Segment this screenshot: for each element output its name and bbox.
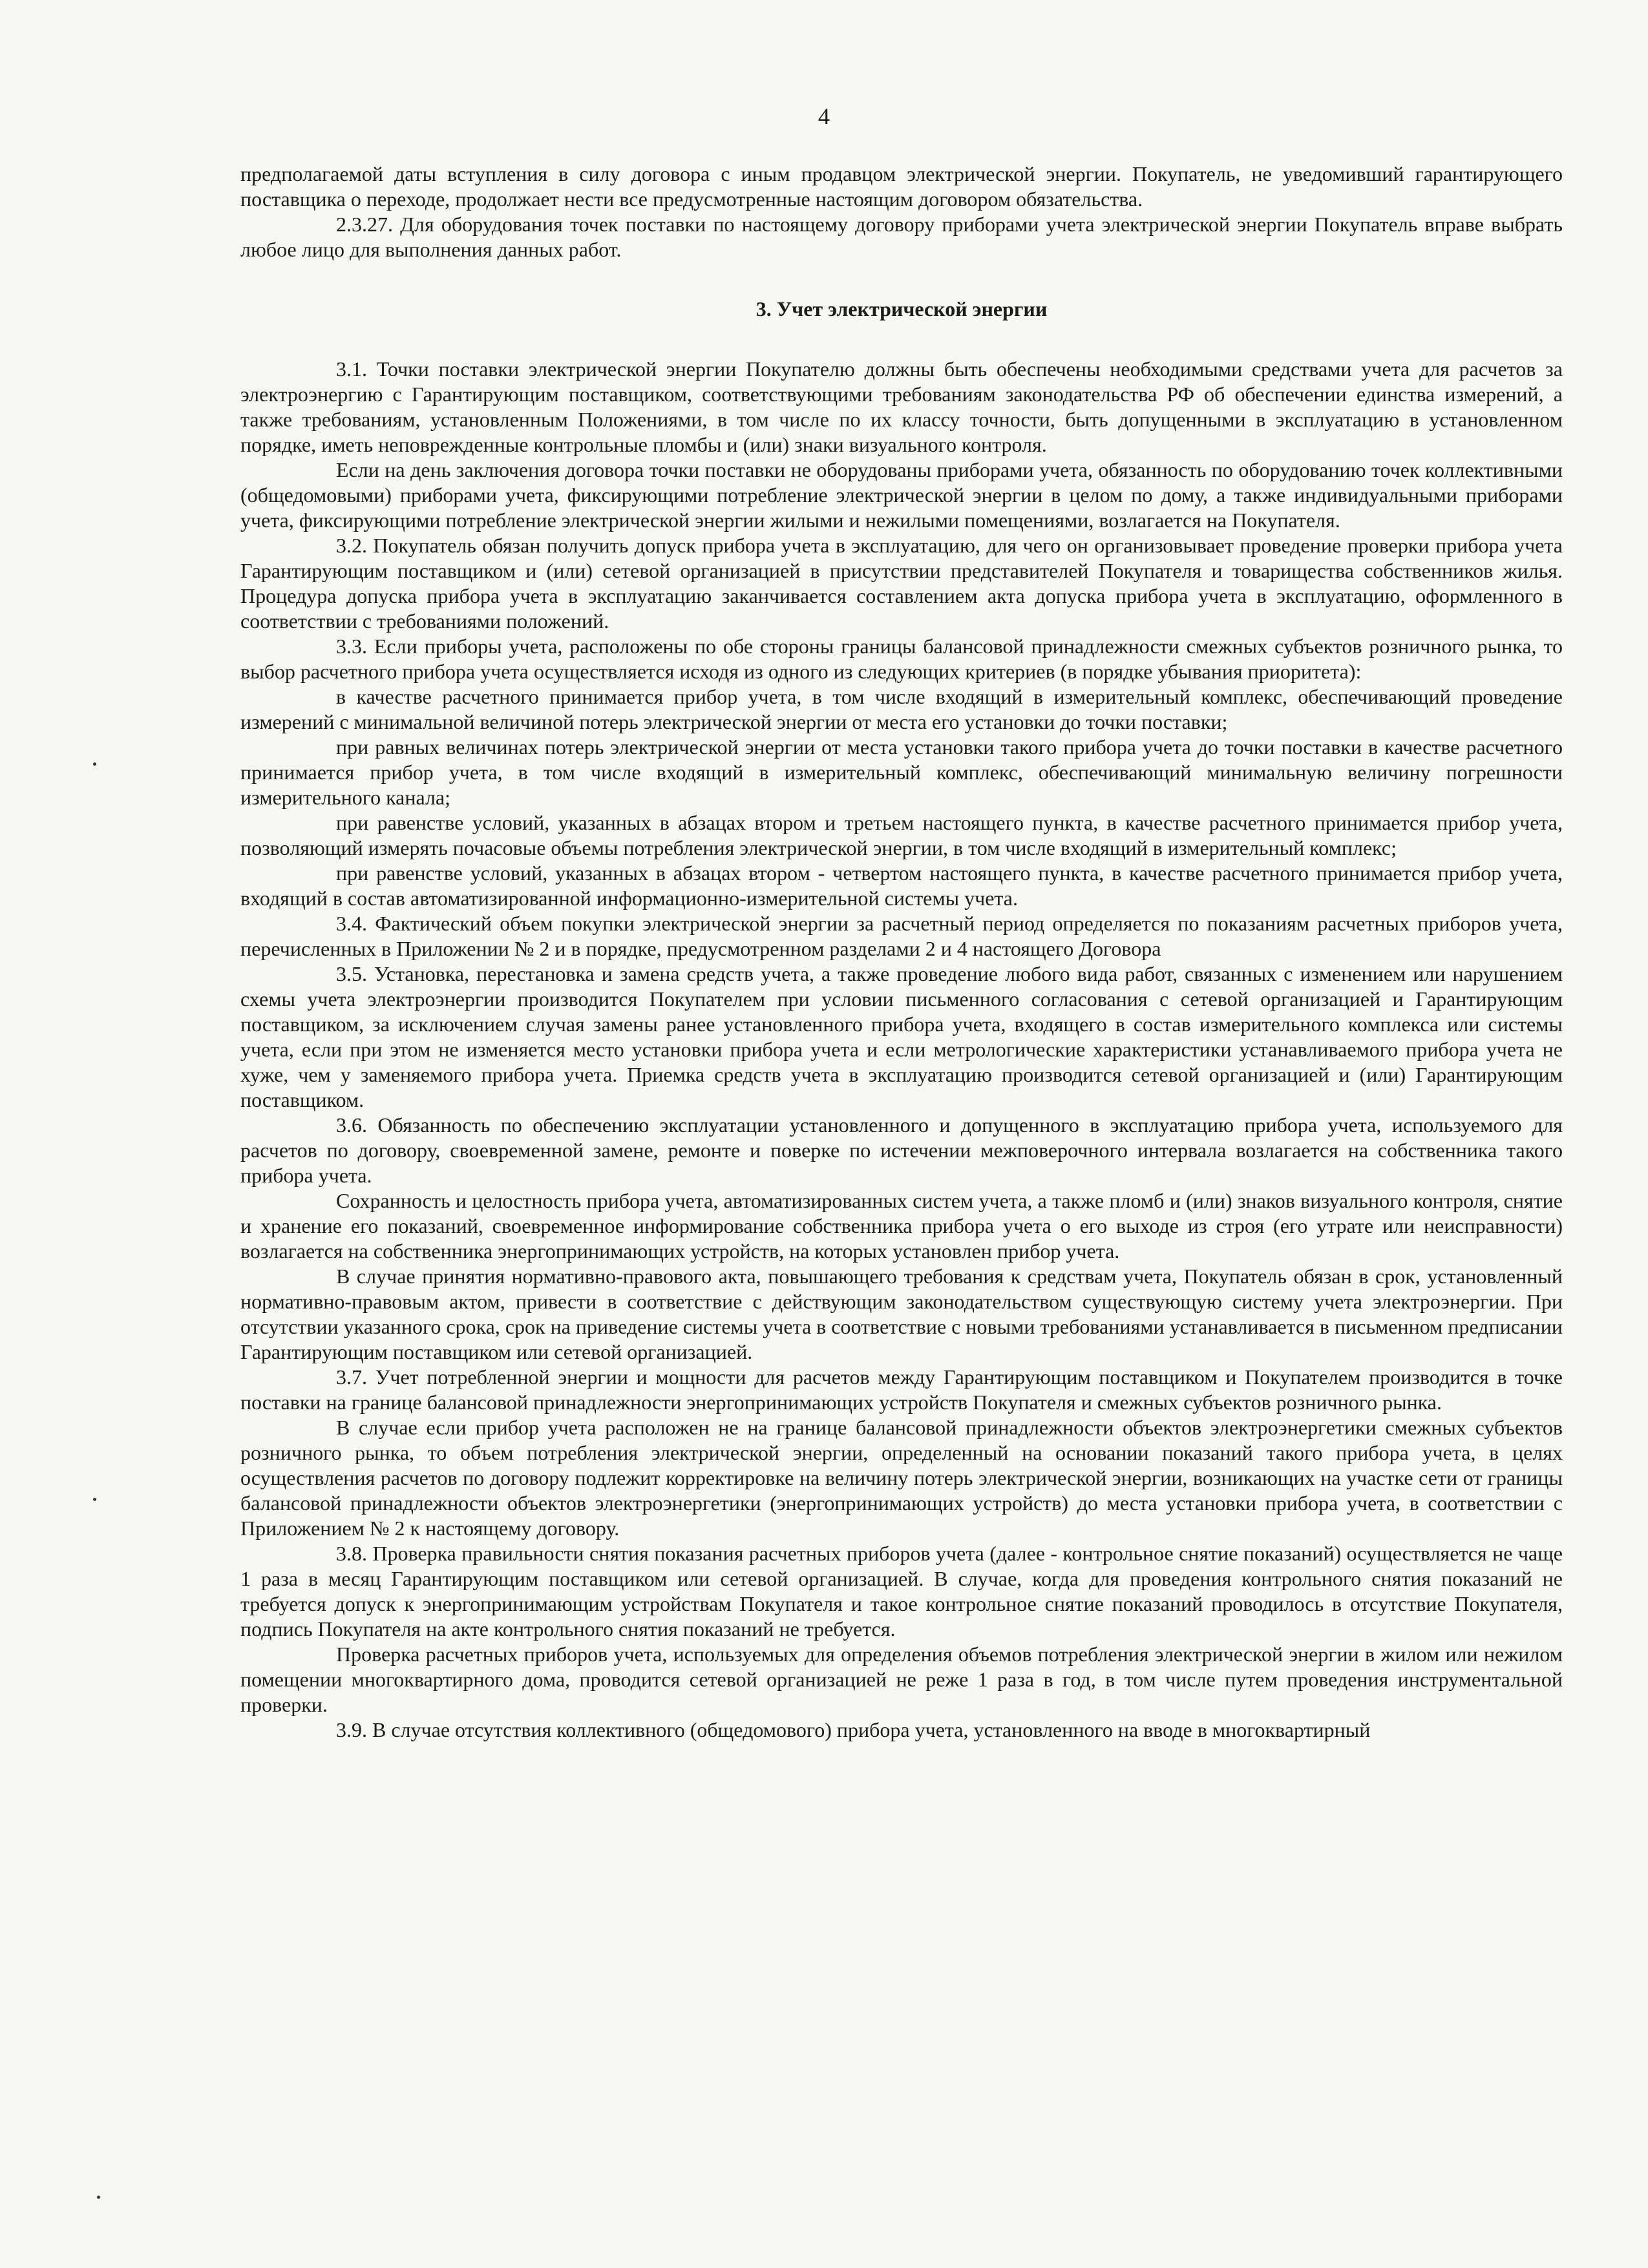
paragraph-3-4: 3.4. Фактический объем покупки электрической энергии за расчетный период определяется по показаниям расчетных приборов учета, перечисленных в Приложении № 2 и в порядке, предусмотренном разделами 2 и 4 настоящего Договора xyxy=(240,912,1563,960)
paragraph-3-9: 3.9. В случае отсутствия коллективного (общедомового) прибора учета, установленного на вводе в многоквартирный xyxy=(336,1718,1371,1741)
document-body xyxy=(240,162,1563,1743)
scan-speck xyxy=(97,2196,100,2199)
scan-speck xyxy=(93,1498,96,1501)
paragraph-3-3-criterion-2: при равных величинах потерь электрической энергии от места установки такого прибора учета до точки поставки в качестве расчетного принимается прибор учета, в том числе входящий в измерительный комплекс, обеспечивающий минимальную величину погрешности измерительного канала; xyxy=(240,735,1563,809)
paragraph-3-7-b: В случае если прибор учета расположен не на границе балансовой принадлежности объектов электроэнергетики смежных субъектов розничного рынка, то объем потребления электрической энергии, определенный на основании показаний такого прибора учета, в целях осуществления расчетов по договору подлежит корректировке на величину потерь электрической энергии, возникающих на участке сети от границы балансовой принадлежности объектов электроэнергетики (энергопринимающих устройств) до места установки прибора учета, в соответствии с Приложением № 2 к настоящему договору. xyxy=(240,1416,1563,1540)
paragraph-3-1-b: Если на день заключения договора точки поставки не оборудованы приборами учета, обязанность по оборудованию точек коллективными (общедомовыми) приборами учета, фиксирующими потребление электрической энергии в целом по дому, а также индивидуальными приборами учета, фиксирующими потребление электрической энергии жилыми и нежилыми помещениями, возлагается на Покупателя. xyxy=(240,458,1563,532)
paragraph-3-3-criterion-1: в качестве расчетного принимается прибор учета, в том числе входящий в измерительный комплекс, обеспечивающий проведение измерений с минимальной величиной потерь электрической энергии от места его установки до точки поставки; xyxy=(240,685,1563,733)
paragraph-3-1: 3.1. Точки поставки электрической энергии Покупателю должны быть обеспечены необходимыми средствами учета для расчетов за электроэнергию с Гарантирующим поставщиком, соответствующими требованиям законодательства РФ об обеспечении единства измерений, а также требованиям, установленным Положениями, в том числе по их классу точности, быть допущенными в эксплуатацию в установленном порядке, иметь неповрежденные контрольные пломбы и (или) знаки визуального контроля. xyxy=(240,357,1563,456)
paragraph-3-8-b: Проверка расчетных приборов учета, используемых для определения объемов потребления электрической энергии в жилом или нежилом помещении многоквартирного дома, проводится сетевой организацией не реже 1 раза в год, в том числе путем проведения инструментальной проверки. xyxy=(240,1643,1563,1716)
paragraph-3-2: 3.2. Покупатель обязан получить допуск прибора учета в эксплуатацию, для чего он организовывает проведение проверки прибора учета Гарантирующим поставщиком и (или) сетевой организацией в присутствии представителей Покупателя и товарищества собственников жилья. Процедура допуска прибора учета в эксплуатацию заканчивается составлением акта допуска прибора учета в эксплуатацию, оформленного в соответствии с требованиями положений. xyxy=(240,534,1563,633)
intro-paragraph-2: 2.3.27. Для оборудования точек поставки по настоящему договору приборами учета электрической энергии Покупатель вправе выбрать любое лицо для выполнения данных работ. xyxy=(240,213,1563,261)
paragraph-3-6: 3.6. Обязанность по обеспечению эксплуатации установленного и допущенного в эксплуатацию прибора учета, используемого для расчетов по договору, своевременной замене, ремонте и поверке по истечении межповерочного интервала возлагается на собственника такого прибора учета. xyxy=(240,1113,1563,1187)
paragraph-3-6-c: В случае принятия нормативно-правового акта, повышающего требования к средствам учета, Покупатель обязан в срок, установленный нормативно-правовым актом, привести в соответствие с действующим законодательством существующую систему учета электроэнергии. При отсутствии указанного срока, срок на приведение системы учета в соответствие с новыми требованиями устанавливается в письменном предписании Гарантирующим поставщиком или сетевой организацией. xyxy=(240,1265,1563,1363)
paragraph-3-8: 3.8. Проверка правильности снятия показания расчетных приборов учета (далее - контрольное снятие показаний) осуществляется не чаще 1 раза в месяц Гарантирующим поставщиком или сетевой организацией. В случае, когда для проведения контрольного снятия показаний не требуется допуск к энергопринимающим устройствам Покупателя и такое контрольное снятие показаний проводилось в отсутствие Покупателя, подпись Покупателя на акте контрольного снятия показаний не требуется. xyxy=(240,1542,1563,1641)
paragraph-3-3-criterion-3: при равенстве условий, указанных в абзацах втором и третьем настоящего пункта, в качестве расчетного принимается прибор учета, позволяющий измерять почасовые объемы потребления электрической энергии, в том числе входящий в измерительный комплекс; xyxy=(240,811,1563,859)
paragraph-3-6-b: Сохранность и целостность прибора учета, автоматизированных систем учета, а также пломб и (или) знаков визуального контроля, снятие и хранение его показаний, своевременное информирование собственника прибора учета о его выходе из строя (его утрате или неисправности) возлагается на собственника энергопринимающих устройств, на которых установлен прибор учета. xyxy=(240,1189,1563,1263)
paragraph-3-7: 3.7. Учет потребленной энергии и мощности для расчетов между Гарантирующим поставщиком и Покупателем производится в точке поставки на границе балансовой принадлежности энергопринимающих устройств Покупателя и смежных субъектов розничного рынка. xyxy=(240,1365,1563,1414)
paragraph-3-3: 3.3. Если приборы учета, расположены по обе стороны границы балансовой принадлежности смежных субъектов розничного рынка, то выбор расчетного прибора учета осуществляется исходя из одного из следующих критериев (в порядке убывания приоритета): xyxy=(240,635,1563,683)
page-number: 4 xyxy=(818,103,830,129)
intro-paragraph-1: предполагаемой даты вступления в силу договора с иным продавцом электрической энергии. Покупатель, не уведомивший гарантирующего поставщика о переходе, продолжает нести все предусмотренные настоящим договором обязательства. xyxy=(240,162,1563,211)
scan-speck xyxy=(93,762,96,766)
paragraph-3-3-criterion-4: при равенстве условий, указанных в абзацах втором - четвертом настоящего пункта, в качестве расчетного принимается прибор учета, входящий в состав автоматизированной информационно-измерительной системы учета. xyxy=(240,861,1563,910)
paragraph-3-5: 3.5. Установка, перестановка и замена средств учета, а также проведение любого вида работ, связанных с изменением или нарушением схемы учета электроэнергии производится Покупателем при условии письменного согласования с сетевой организацией и Гарантирующим поставщиком, за исключением случая замены ранее установленного прибора учета, входящего в состав измерительного комплекса или системы учета, если при этом не изменяется место установки прибора учета и если метрологические характеристики устанавливаемого прибора учета не хуже, чем у заменяемого прибора учета. Приемка средств учета в эксплуатацию производится сетевой организацией и (или) Гарантирующим поставщиком. xyxy=(240,962,1563,1111)
section-title: 3. Учет электрической энергии xyxy=(755,297,1048,320)
